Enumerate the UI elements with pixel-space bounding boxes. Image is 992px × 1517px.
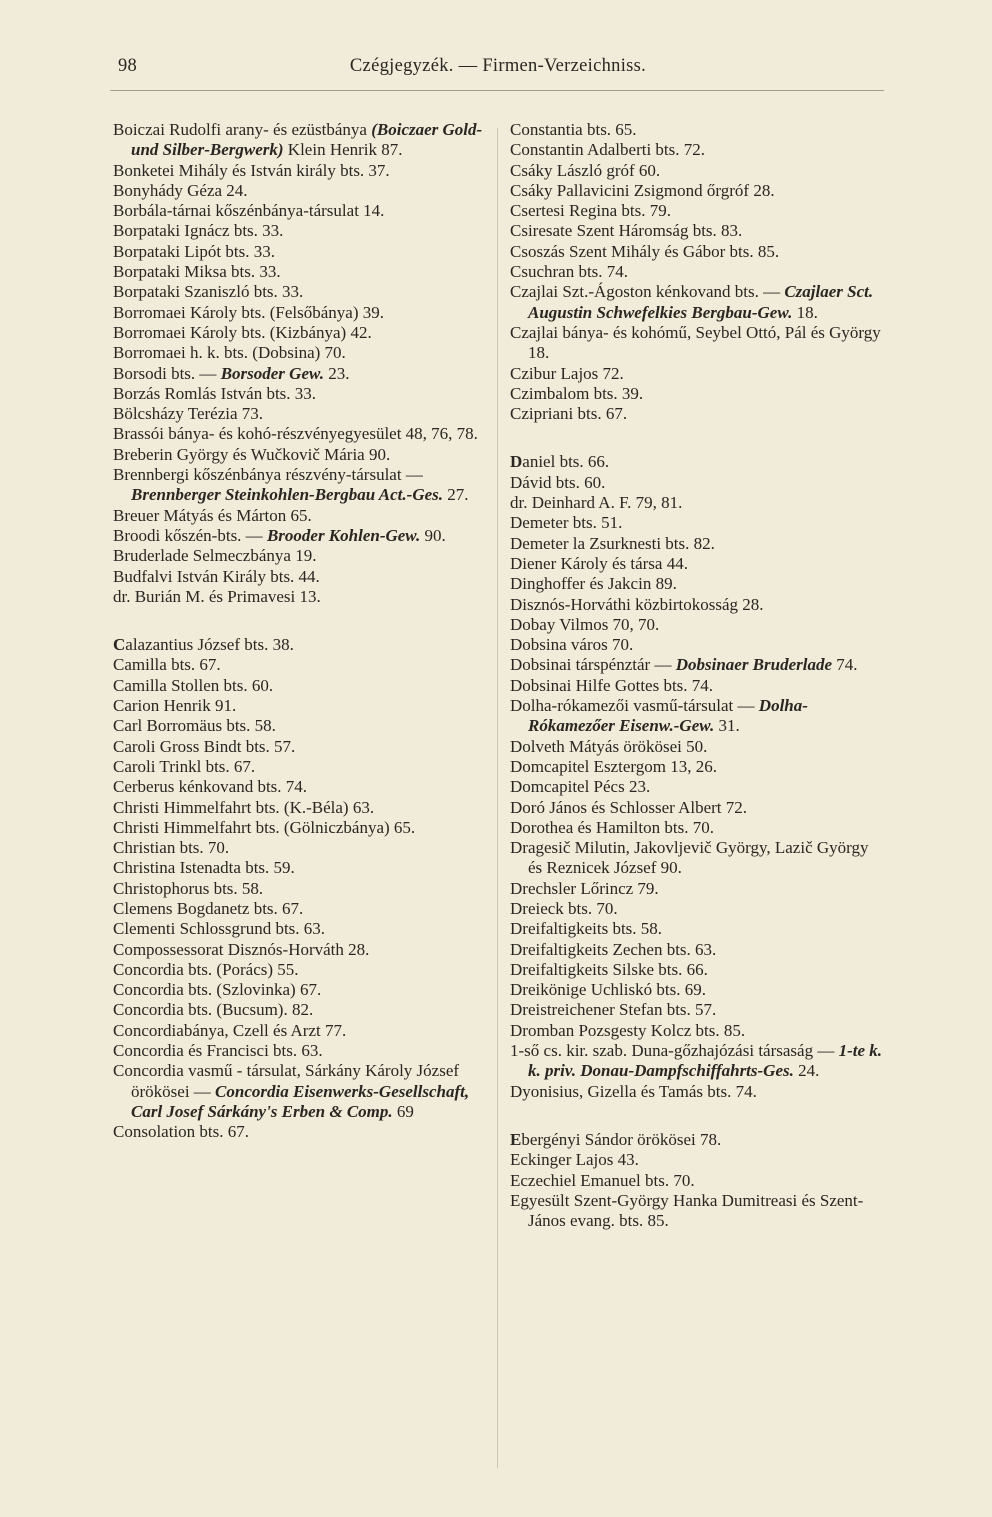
entry-text: Czibur Lajos 72. <box>510 363 624 383</box>
entry-text: Compossessorat Disznós-Horváth 28. <box>113 939 370 959</box>
section-initial: E <box>510 1129 522 1149</box>
entry-text: Concordiabánya, Czell és Arzt 77. <box>113 1020 347 1040</box>
index-entry <box>510 1171 886 1191</box>
index-entry <box>510 574 886 594</box>
index-entry <box>113 201 489 221</box>
index-entry <box>113 364 489 384</box>
index-entry <box>113 1021 489 1041</box>
entry-text: 24. <box>793 1061 820 1081</box>
entry-text: Consolation bts. 67. <box>113 1122 250 1142</box>
index-entry <box>510 899 886 919</box>
entry-text: 1-ső cs. kir. szab. Duna-gőzhajózási társaság — <box>510 1041 839 1061</box>
index-entry <box>113 1061 489 1122</box>
index-entry <box>113 282 489 302</box>
entry-text: Concordia bts. (Bucsum). 82. <box>113 1000 314 1020</box>
entry-text: Borpataki Szaniszló bts. 33. <box>113 282 304 302</box>
entry-text: Czajlai bánya- és kohómű, Seybel Ottó, Pál és György 18. <box>510 322 881 363</box>
index-entry <box>510 181 886 201</box>
entry-text: Dragesič Milutin, Jakovljevič György, Lazič György és Reznicek József 90. <box>510 838 869 878</box>
entry-text: Bruderlade Selmeczbánya 19. <box>113 546 317 566</box>
index-entry <box>510 757 886 777</box>
index-entry <box>510 655 886 675</box>
entry-text: Czipriani bts. 67. <box>510 404 628 424</box>
index-entry <box>113 120 489 161</box>
entry-text: Bölcsházy Terézia 73. <box>113 404 264 424</box>
entry-text: Eczechiel Emanuel bts. 70. <box>510 1170 695 1190</box>
entry-text: Clementi Schlossgrund bts. 63. <box>113 919 326 939</box>
entry-text: Disznós-Horváthi közbirtokosság 28. <box>510 594 764 614</box>
index-entry <box>113 858 489 878</box>
index-entry <box>510 818 886 838</box>
column-divider <box>497 128 498 1468</box>
index-entry <box>113 676 489 696</box>
entry-text: Constantin Adalberti bts. 72. <box>510 140 706 160</box>
entry-text: Brassói bánya- és kohó-részvényegyesület 48, 76, 78. <box>113 424 478 444</box>
index-entry <box>113 343 489 363</box>
index-entry <box>113 798 489 818</box>
index-entry <box>510 1021 886 1041</box>
index-entry <box>113 1041 489 1061</box>
index-entry <box>510 919 886 939</box>
index-entry <box>510 242 886 262</box>
entry-text: Doró János és Schlosser Albert 72. <box>510 797 748 817</box>
index-entry <box>510 838 886 879</box>
index-entry <box>113 1000 489 1020</box>
index-entry <box>113 960 489 980</box>
entry-text: Christian bts. 70. <box>113 838 230 858</box>
entry-text: Clemens Bogdanetz bts. 67. <box>113 898 304 918</box>
entry-text: Concordia bts. (Szlovinka) 67. <box>113 980 322 1000</box>
entry-text: Dobsinai Hilfe Gottes bts. 74. <box>510 675 714 695</box>
entry-text: Cerberus kénkovand bts. 74. <box>113 777 308 797</box>
index-entry <box>510 493 886 513</box>
index-entry <box>510 384 886 404</box>
entry-text: dr. Burián M. és Primavesi 13. <box>113 586 321 606</box>
entry-text: Dreistreichener Stefan bts. 57. <box>510 1000 717 1020</box>
index-entry <box>510 879 886 899</box>
entry-text: Dreifaltigkeits Silske bts. 66. <box>510 959 708 979</box>
index-entry <box>510 1150 886 1170</box>
entry-text: Broodi kőszén-bts. — <box>113 525 267 545</box>
entry-text: Drechsler Lőrincz 79. <box>510 878 659 898</box>
index-entry <box>113 262 489 282</box>
index-entry <box>113 716 489 736</box>
entry-text: Caroli Gross Bindt bts. 57. <box>113 736 296 756</box>
entry-text: bergényi Sándor örökösei 78. <box>521 1129 722 1149</box>
german-name: Borsoder Gew. <box>220 363 324 383</box>
section-initial: C <box>113 635 126 655</box>
page-number: 98 <box>118 56 138 76</box>
entry-text: 69 <box>392 1101 414 1121</box>
entry-text: Dorothea és Hamilton bts. 70. <box>510 817 714 837</box>
index-entry <box>113 587 489 607</box>
index-entry <box>510 554 886 574</box>
entry-text: Csáky László gróf 60. <box>510 160 661 180</box>
german-name: (Boiczaer Gold- und Silber-Bergwerk) <box>131 120 483 160</box>
index-entry <box>113 655 489 675</box>
entry-text: Borpataki Ignácz bts. 33. <box>113 221 284 241</box>
right-column <box>510 120 886 1231</box>
entry-text: alazantius József bts. 38. <box>125 635 294 655</box>
index-entry <box>510 161 886 181</box>
index-entry <box>113 404 489 424</box>
entry-text: Demeter la Zsurknesti bts. 82. <box>510 533 715 553</box>
index-entry <box>510 473 886 493</box>
index-entry <box>510 452 886 472</box>
entry-text: Dreieck bts. 70. <box>510 898 618 918</box>
index-entry <box>510 364 886 384</box>
entry-text: Borbála-tárnai kőszénbánya-társulat 14. <box>113 201 385 221</box>
index-entry <box>113 303 489 323</box>
entry-text: Bonyhády Géza 24. <box>113 180 248 200</box>
german-name: Brooder Kohlen-Gew. <box>266 525 421 545</box>
entry-text: Camilla bts. 67. <box>113 655 221 675</box>
index-entry <box>510 221 886 241</box>
entry-text: Dolveth Mátyás örökösei 50. <box>510 736 708 756</box>
entry-text: Dromban Pozsgesty Kolcz bts. 85. <box>510 1020 746 1040</box>
entry-text: Csertesi Regina bts. 79. <box>510 201 672 221</box>
entry-text: Klein Henrik 87. <box>283 140 403 160</box>
index-entry <box>113 757 489 777</box>
entry-text: Csáky Pallavicini Zsigmond őrgróf 28. <box>510 180 775 200</box>
index-entry <box>113 777 489 797</box>
index-entry <box>113 424 489 444</box>
entry-text: 18. <box>792 302 818 322</box>
entry-text: Dreifaltigkeits Zechen bts. 63. <box>510 939 717 959</box>
entry-text: Bonketei Mihály és István király bts. 37. <box>113 160 390 180</box>
index-entry <box>510 798 886 818</box>
index-entry <box>113 940 489 960</box>
entry-text: Borpataki Miksa bts. 33. <box>113 262 281 282</box>
index-entry <box>113 838 489 858</box>
index-entry <box>510 513 886 533</box>
entry-text: Christi Himmelfahrt bts. (K.-Béla) 63. <box>113 797 375 817</box>
index-entry <box>113 737 489 757</box>
entry-text: Concordia és Francisci bts. 63. <box>113 1041 323 1061</box>
index-entry <box>510 120 886 140</box>
entry-text: Dolha-rókamezői vasmű-társulat — <box>510 696 759 716</box>
index-entry <box>510 1130 886 1150</box>
entry-text: Borsodi bts. — <box>113 363 221 383</box>
index-entry <box>113 242 489 262</box>
entry-text: Dobsinai társpénztár — <box>510 655 676 675</box>
page-header <box>118 56 878 84</box>
entry-text: Domcapitel Esztergom 13, 26. <box>510 756 717 776</box>
entry-text: Carl Borromäus bts. 58. <box>113 716 276 736</box>
entry-text: Concordia bts. (Porács) 55. <box>113 959 299 979</box>
entry-text: Dreikönige Uchliskó bts. 69. <box>510 980 706 1000</box>
entry-text: Egyesült Szent-György Hanka Dumitreasi és Szent-János evang. bts. 85. <box>510 1190 864 1231</box>
index-entry <box>510 940 886 960</box>
index-entry <box>510 201 886 221</box>
entry-text: Boiczai Rudolfi arany- és ezüstbánya <box>113 120 372 139</box>
entry-text: Diener Károly és társa 44. <box>510 553 688 573</box>
index-entry <box>510 595 886 615</box>
section-gap <box>510 1102 886 1130</box>
index-entry <box>113 323 489 343</box>
index-entry <box>113 526 489 546</box>
entry-text: dr. Deinhard A. F. 79, 81. <box>510 493 683 513</box>
entry-text: Constantia bts. 65. <box>510 120 637 139</box>
german-name: 1-te k. k. priv. Donau-Dampfschiffahrts-Ges. <box>528 1041 883 1081</box>
entry-text: Christi Himmelfahrt bts. (Gölniczbánya) 65. <box>113 817 416 837</box>
entry-text: Borzás Romlás István bts. 33. <box>113 383 317 403</box>
index-entry <box>510 282 886 323</box>
index-entry <box>113 899 489 919</box>
entry-text: Borromaei Károly bts. (Kizbánya) 42. <box>113 322 372 342</box>
german-name: Brennberger Steinkohlen-Bergbau Act.-Ges. <box>131 485 444 505</box>
entry-text: Dobay Vilmos 70, 70. <box>510 614 660 634</box>
index-entry <box>113 879 489 899</box>
entry-text: Carion Henrik 91. <box>113 696 237 716</box>
entry-text: Dyonisius, Gizella és Tamás bts. 74. <box>510 1081 757 1101</box>
german-name: Dobsinaer Bruderlade <box>675 655 833 675</box>
entry-text: Concordia vasmű - társulat, Sárkány Károly József örökösei — <box>113 1061 460 1101</box>
entry-text: Camilla Stollen bts. 60. <box>113 675 274 695</box>
entry-text: Breberin György és Wučkovič Mária 90. <box>113 444 391 464</box>
section-initial: D <box>510 452 523 472</box>
header-rule <box>110 90 884 91</box>
index-entry <box>113 696 489 716</box>
entry-text: Borromaei Károly bts. (Felsőbánya) 39. <box>113 302 384 322</box>
index-entry <box>510 980 886 1000</box>
entry-text: Csuchran bts. 74. <box>510 262 629 282</box>
index-entry <box>113 221 489 241</box>
index-entry <box>113 980 489 1000</box>
entry-text: aniel bts. 66. <box>522 452 610 472</box>
index-entry <box>510 696 886 737</box>
entry-text: 90. <box>420 525 446 545</box>
index-entry <box>510 140 886 160</box>
entry-text: Dinghoffer és Jakcin 89. <box>510 574 677 594</box>
entry-text: 31. <box>714 716 740 736</box>
section-gap <box>113 607 489 635</box>
entry-text: Brennbergi kőszénbánya részvény-társulat — <box>113 465 423 485</box>
entry-text: Dávid bts. 60. <box>510 472 606 492</box>
entry-text: Caroli Trinkl bts. 67. <box>113 756 256 776</box>
entry-text: Eckinger Lajos 43. <box>510 1150 639 1170</box>
index-entry <box>510 960 886 980</box>
german-name: Concordia Eisenwerks-Gesellschaft, Carl Josef Sárkány's Erben & Comp. <box>131 1081 470 1121</box>
index-entry <box>510 1082 886 1102</box>
entry-text: Csiresate Szent Háromság bts. 83. <box>510 221 743 241</box>
entry-text: Budfalvi István Király bts. 44. <box>113 566 320 586</box>
index-entry <box>510 1041 886 1082</box>
german-name: Dolha-Rókamezőer Eisenw.-Gew. <box>528 696 808 736</box>
index-entry <box>113 384 489 404</box>
index-entry <box>113 161 489 181</box>
index-entry <box>113 546 489 566</box>
index-entry <box>510 737 886 757</box>
index-entry <box>510 1191 886 1232</box>
entry-text: 74. <box>832 655 858 675</box>
entry-text: Czajlai Szt.-Ágoston kénkovand bts. — <box>510 282 785 302</box>
index-entry <box>113 567 489 587</box>
entry-text: Domcapitel Pécs 23. <box>510 777 651 797</box>
left-column <box>113 120 489 1143</box>
index-entry <box>113 635 489 655</box>
index-entry <box>510 777 886 797</box>
index-entry <box>510 404 886 424</box>
running-title: Czégjegyzék. — Firmen-Verzeichniss. <box>349 56 647 76</box>
index-entry <box>510 262 886 282</box>
entry-text: Christophorus bts. 58. <box>113 878 264 898</box>
section-gap <box>510 424 886 452</box>
entry-text: Dreifaltigkeits bts. 58. <box>510 919 663 939</box>
german-name: Czajlaer Sct. Augustin Schwefelkies Bergbau-Gew. <box>528 282 874 322</box>
index-entry <box>510 534 886 554</box>
entry-text: 27. <box>443 485 469 505</box>
index-entry <box>113 445 489 465</box>
index-entry <box>113 818 489 838</box>
index-entry <box>113 1122 489 1142</box>
index-entry <box>510 323 886 364</box>
entry-text: Borromaei h. k. bts. (Dobsina) 70. <box>113 343 346 363</box>
index-entry <box>113 919 489 939</box>
entry-text: Demeter bts. 51. <box>510 513 623 533</box>
index-entry <box>113 465 489 506</box>
entry-text: Breuer Mátyás és Márton 65. <box>113 505 312 525</box>
entry-text: Borpataki Lipót bts. 33. <box>113 241 275 261</box>
index-entry <box>510 615 886 635</box>
index-entry <box>510 676 886 696</box>
index-entry <box>510 635 886 655</box>
entry-text: Csoszás Szent Mihály és Gábor bts. 85. <box>510 241 780 261</box>
entry-text: Christina Istenadta bts. 59. <box>113 858 295 878</box>
entry-text: Czimbalom bts. 39. <box>510 383 644 403</box>
entry-text: Dobsina város 70. <box>510 635 634 655</box>
index-entry <box>510 1000 886 1020</box>
index-entry <box>113 506 489 526</box>
index-entry <box>113 181 489 201</box>
entry-text: 23. <box>323 363 350 383</box>
